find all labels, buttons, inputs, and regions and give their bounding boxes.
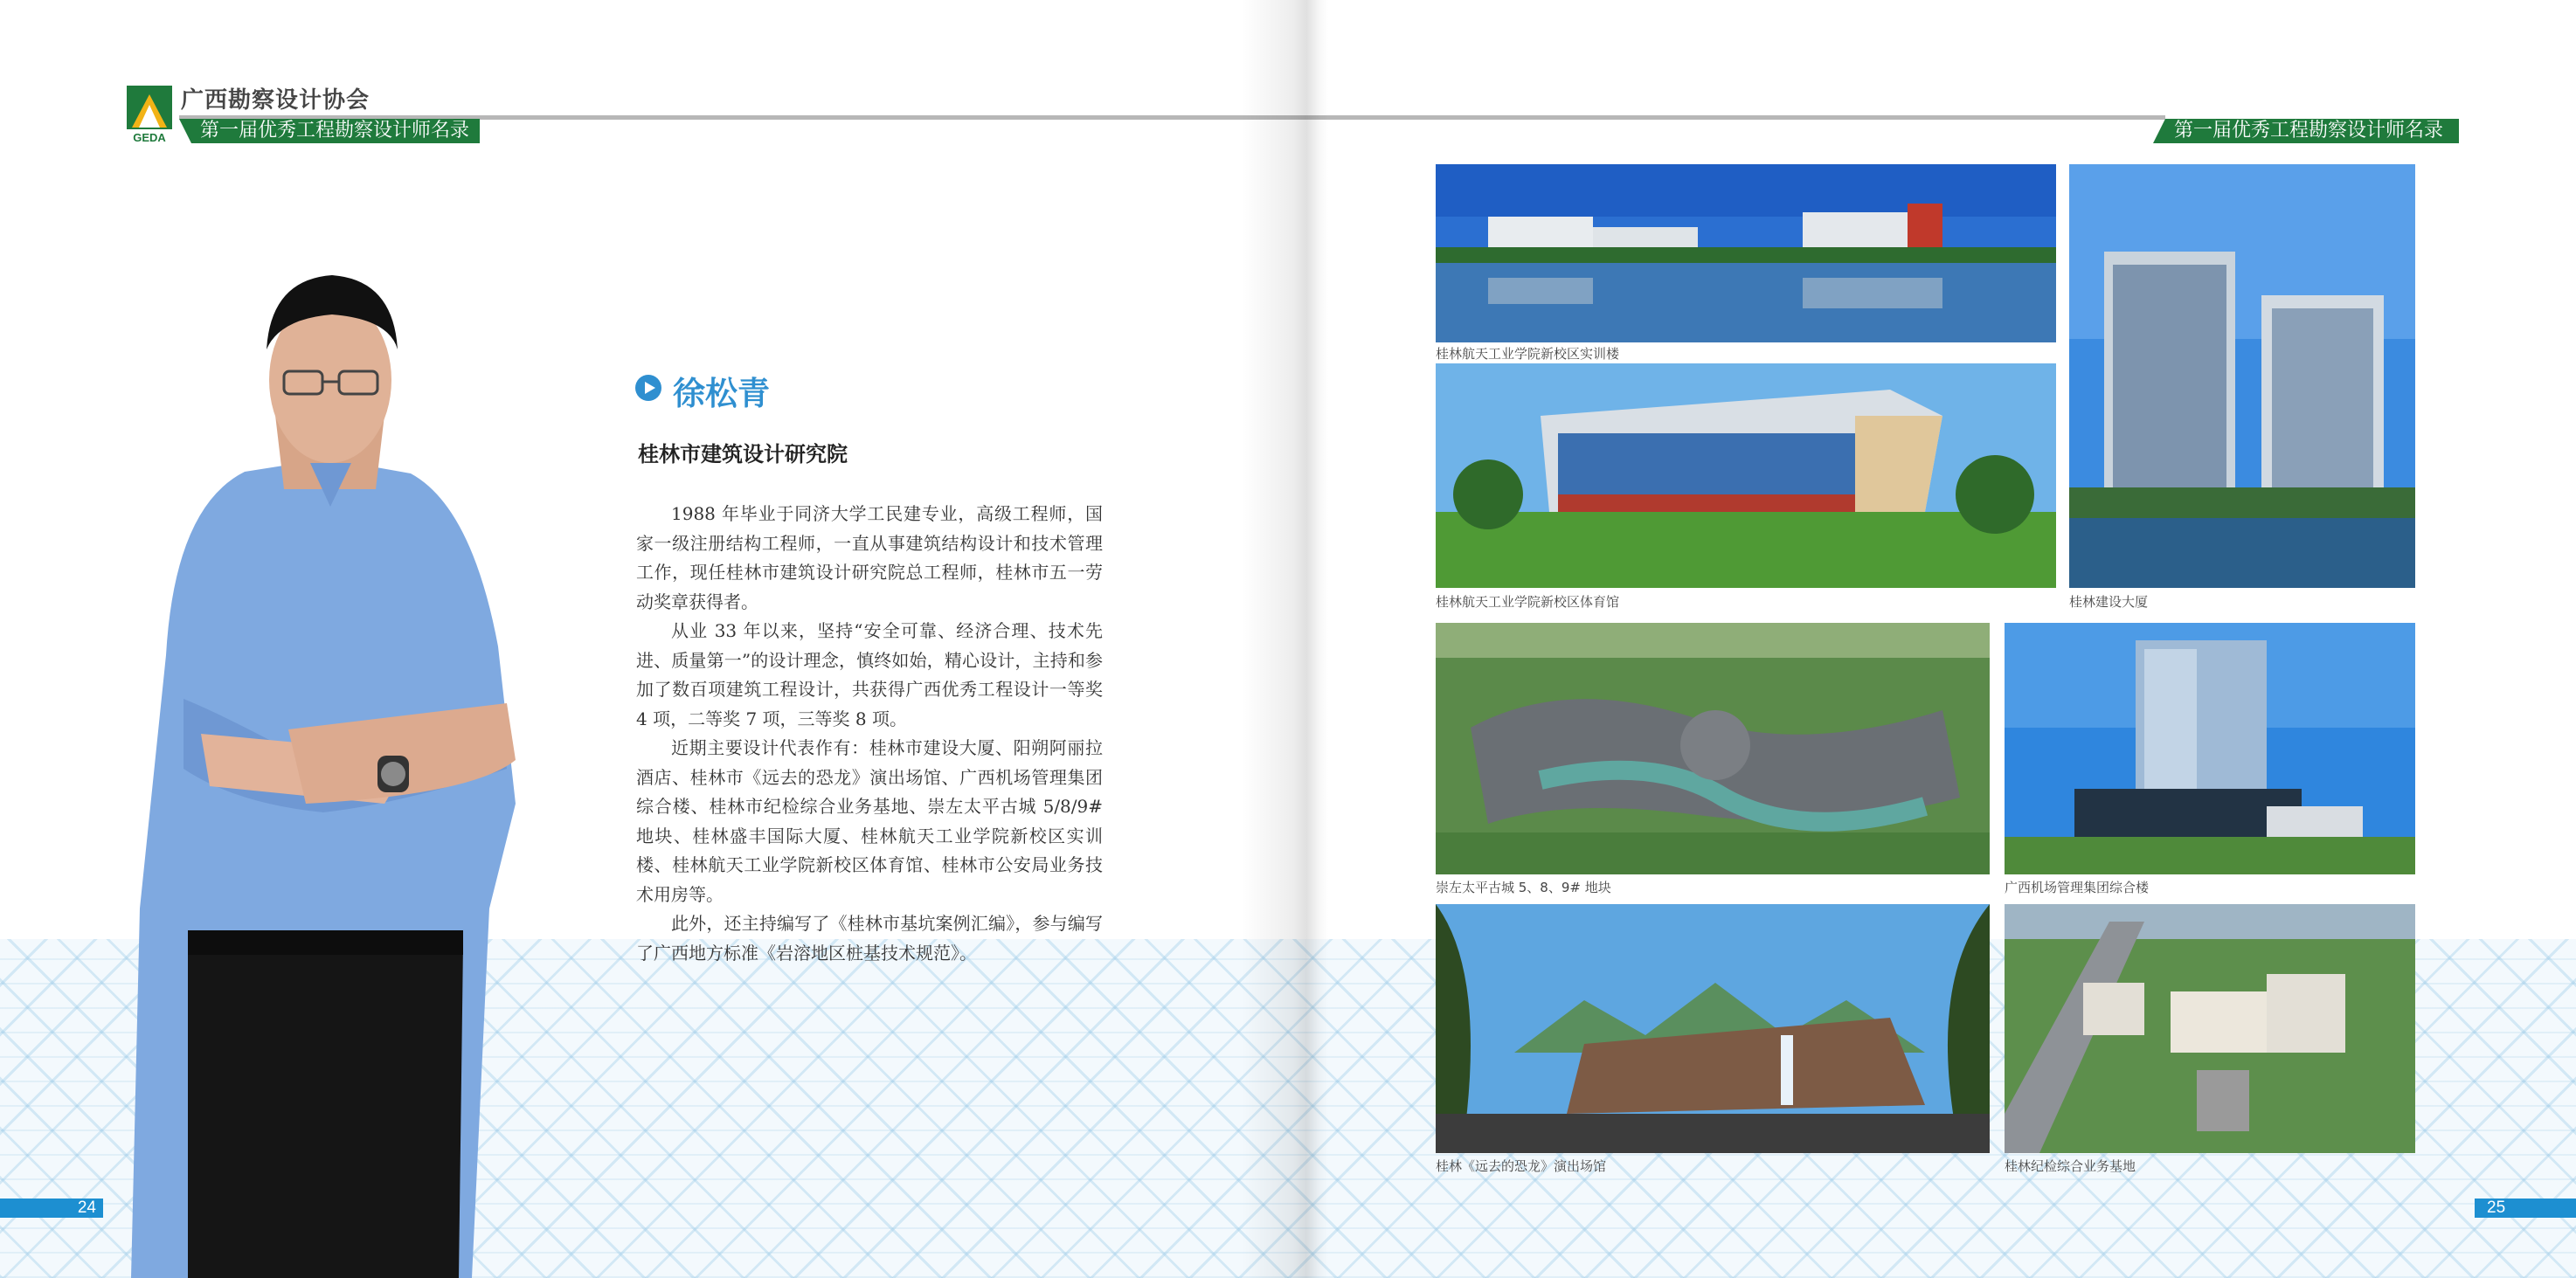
page-number-left: 24 (0, 1199, 103, 1218)
bio-paragraph: 此外，还主持编写了《桂林市基坑案例汇编》，参与编写了广西地方标准《岩溶地区桩基技术规范》。 (636, 913, 1103, 964)
project-photo-dinosaur-venue (1436, 904, 1990, 1153)
portrait-photo (105, 245, 559, 1278)
bio-paragraph: 近期主要设计代表作有：桂林市建设大厦、阳朔阿丽拉酒店、桂林市《远去的恐龙》演出场馆、广西机场管理集团综合楼、桂林市纪检综合业务基地、崇左太平古城 5/8/9# 地块、桂林盛丰国际大厦、桂林航天工业学院新校区实训楼、桂林航天工业学院新校区体育馆、桂林市公安局业务技术用房等。 (636, 737, 1103, 905)
bio-paragraph: 从业 33 年以来，坚持“安全可靠、经济合理、技术先进、质量第一”的设计理念，慎终如始，精心设计，主持和参加了数百项建筑工程设计，共获得广西优秀工程设计一等奖 4 项，二等奖 7 项，三等奖 8 项。 (636, 620, 1103, 729)
photo-caption: 广西机场管理集团综合楼 (2005, 880, 2150, 895)
series-title-tag: 第一届优秀工程勘察设计师名录 (2165, 119, 2459, 143)
logo-text: GEDA (133, 131, 166, 143)
photo-caption: 桂林航天工业学院新校区体育馆 (1436, 594, 1620, 610)
photo-caption: 崇左太平古城 5、8、9# 地块 (1436, 880, 1611, 895)
photo-caption: 桂林航天工业学院新校区实训楼 (1436, 346, 1620, 362)
profile-name: 徐松青 (673, 375, 770, 412)
photo-caption: 桂林纪检综合业务基地 (2005, 1158, 2136, 1174)
bio-paragraph: 1988 年毕业于同济大学工民建专业，高级工程师，国家一级注册结构工程师，一直从事建筑结构设计和技术管理工作，现任桂林市建筑设计研究院总工程师，桂林市五一劳动奖章获得者。 (636, 503, 1103, 612)
page-number-right: 25 (2475, 1199, 2576, 1218)
project-photo-construction-tower (2069, 164, 2415, 588)
project-photo-ancient-town (1436, 623, 1990, 874)
header-rule (1288, 115, 2165, 120)
geda-logo-icon (127, 86, 172, 143)
play-circle-icon (634, 374, 662, 402)
right-page (1288, 0, 2576, 1278)
project-photo-discipline-base (2005, 904, 2415, 1153)
profile-institute: 桂林市建筑设计研究院 (638, 442, 848, 466)
photo-caption: 桂林建设大厦 (2069, 594, 2149, 610)
profile-bio (636, 500, 1103, 968)
organization-name: 广西勘察设计协会 (181, 87, 370, 114)
project-photo-airport-group (2005, 623, 2415, 874)
photo-caption: 桂林《远去的恐龙》演出场馆 (1436, 1158, 1607, 1174)
book-gutter-shadow (1241, 0, 1328, 1278)
series-title-tag: 第一届优秀工程勘察设计师名录 (179, 119, 480, 143)
project-photo-gymnasium (1436, 363, 2056, 588)
project-photo-training-building (1436, 164, 2056, 342)
